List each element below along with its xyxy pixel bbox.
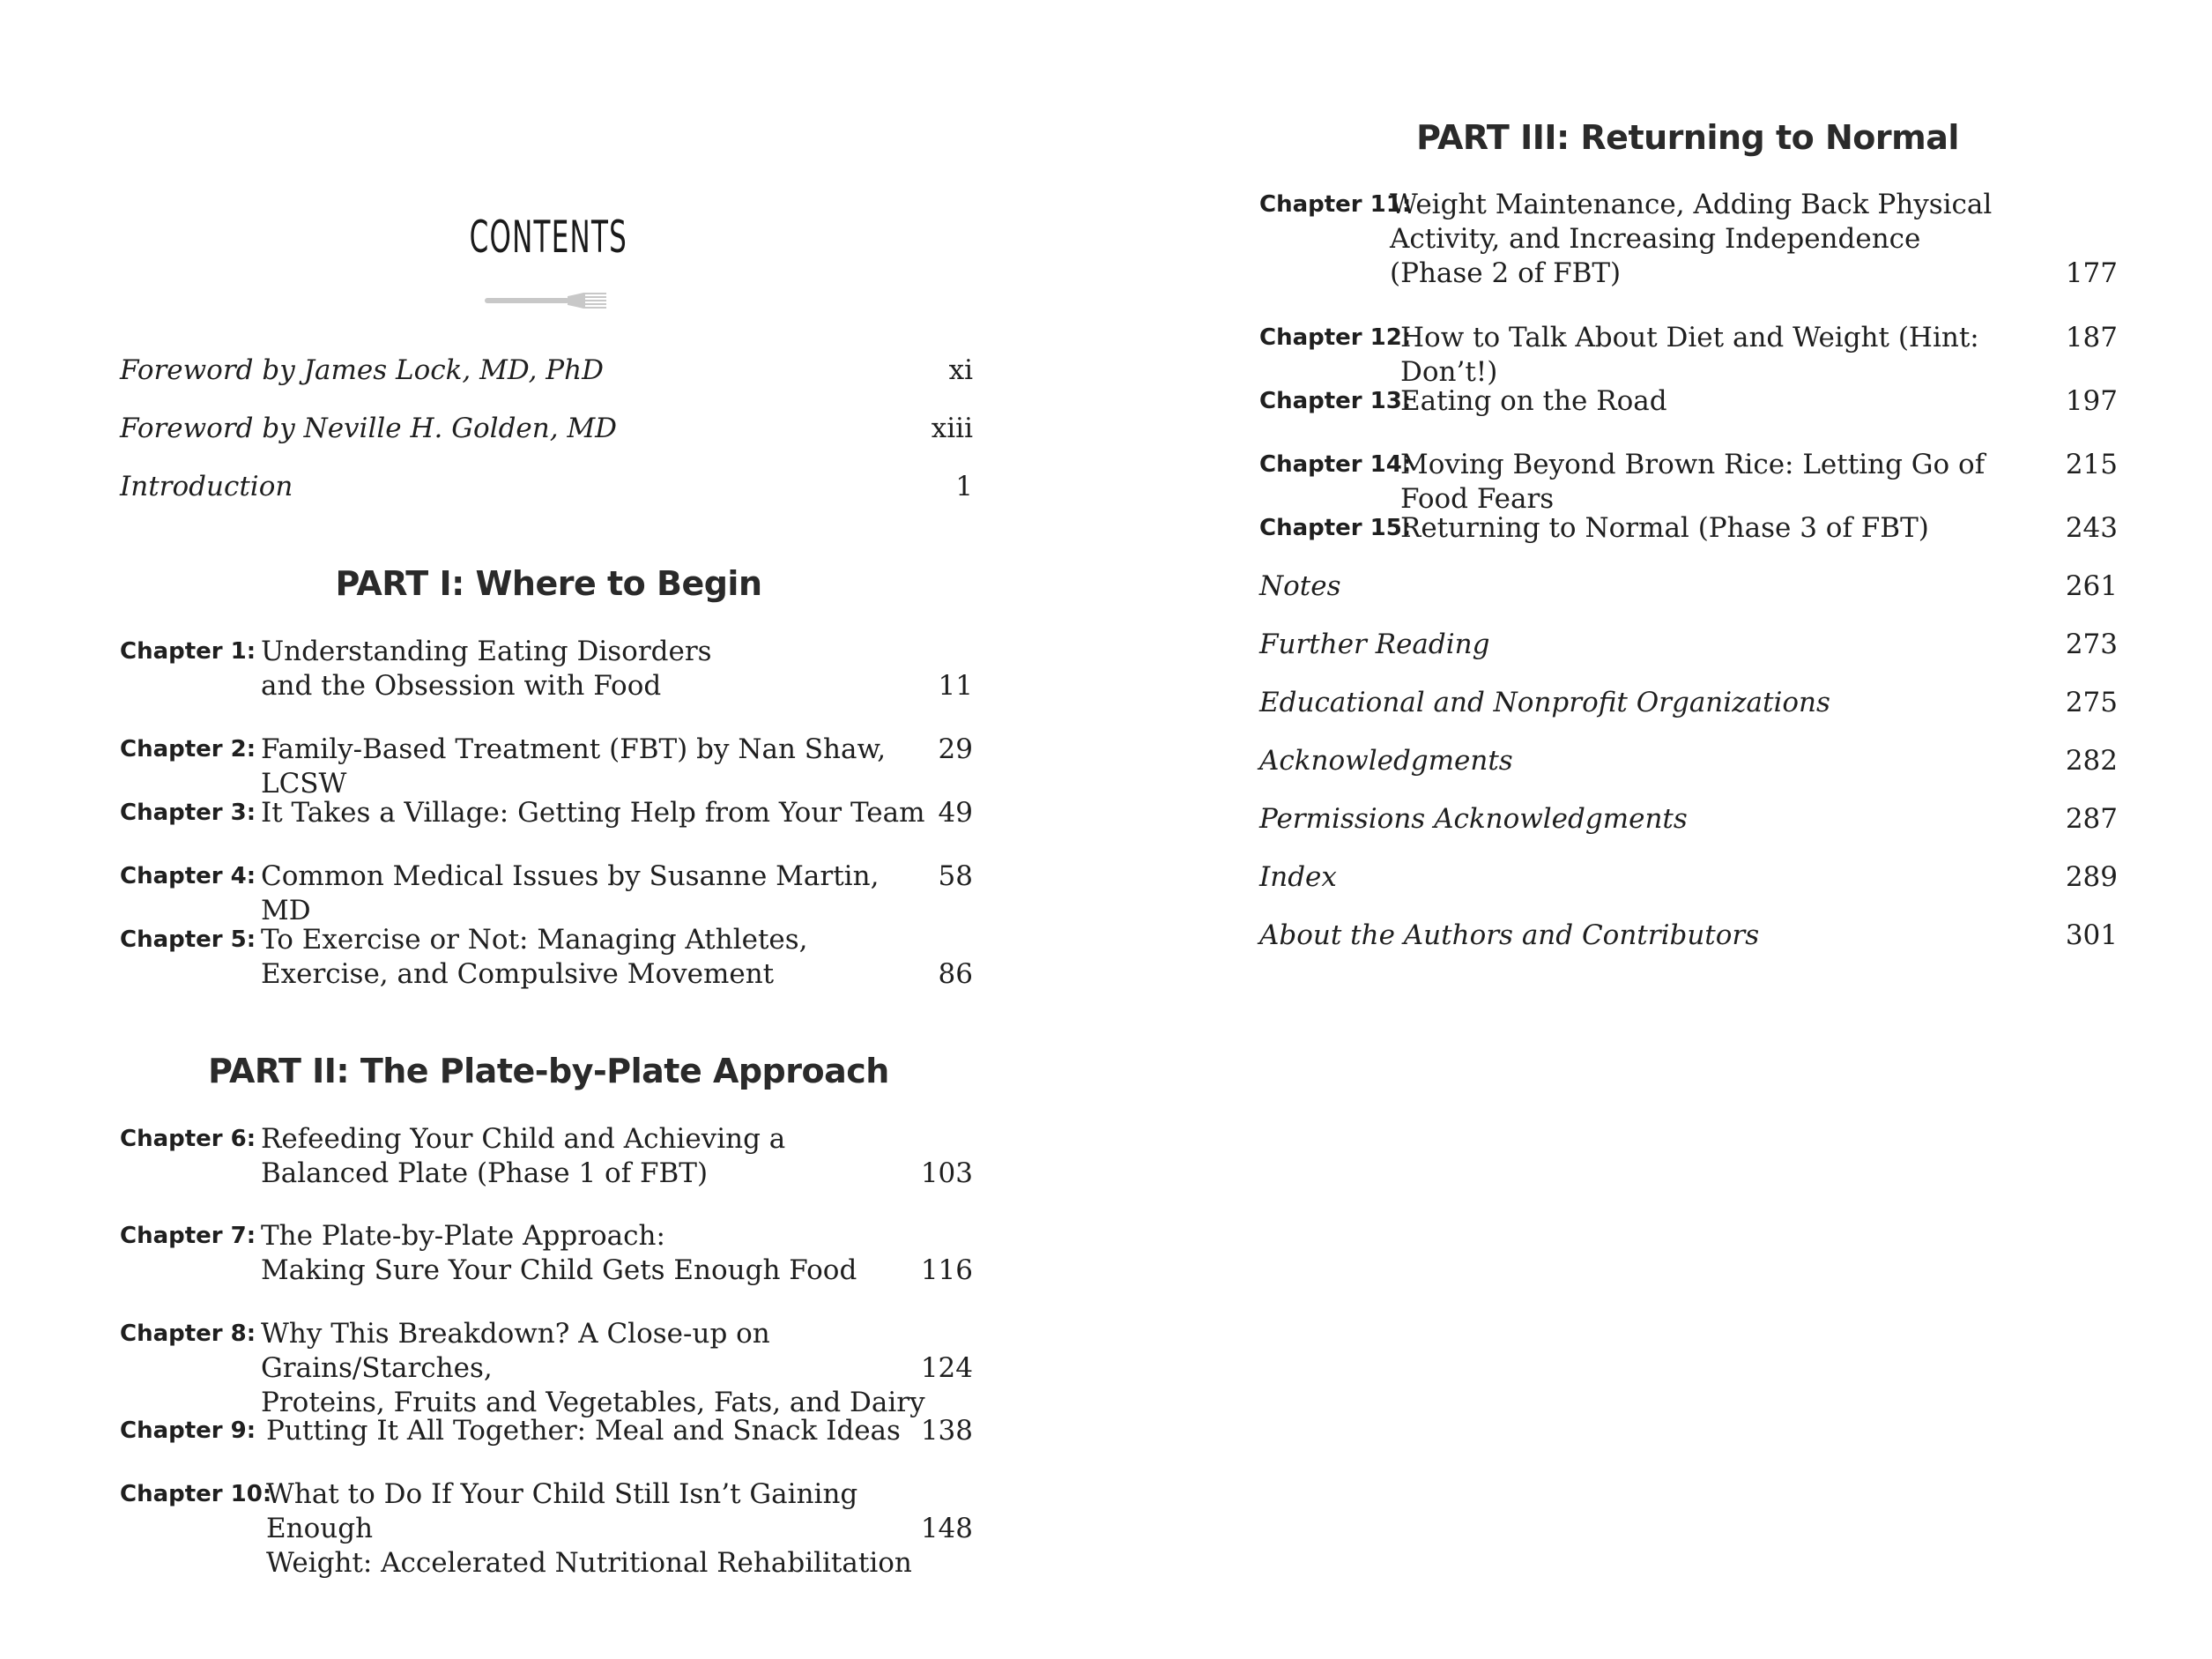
toc-entry-chapter-5[interactable]	[120, 923, 973, 992]
toc-entry-foreword-golden[interactable]	[120, 412, 973, 446]
toc-entry-chapter-14[interactable]	[1259, 448, 2118, 515]
chapter-label: Chapter 8:	[120, 1321, 256, 1347]
toc-page-number: 282	[2065, 745, 2118, 777]
toc-entry-text: Educational and Nonprofit Organizations	[1259, 687, 1830, 718]
chapter-title: How to Talk About Diet and Weight (Hint: Don’t!)	[1400, 322, 1979, 388]
toc-page-number: 275	[2065, 687, 2118, 718]
chapter-label: Chapter 2:	[120, 736, 256, 763]
toc-entry-permissions[interactable]	[1259, 802, 2118, 837]
chapter-title: It Takes a Village: Getting Help from Your Team	[261, 797, 925, 829]
toc-page-number: 289	[2065, 861, 2118, 893]
toc-page-number: xi	[948, 354, 973, 386]
chapter-title: Family-Based Treatment (FBT) by Nan Shaw, LCSW	[261, 733, 887, 800]
chapter-label: Chapter 14:	[1259, 451, 1412, 478]
toc-page-number: 187	[2065, 322, 2118, 353]
toc-page-number: 1	[955, 471, 973, 502]
toc-entry-about-authors[interactable]	[1259, 919, 2118, 953]
chapter-label: Chapter 12:	[1259, 324, 1412, 351]
chapter-title: Eating on the Road	[1400, 385, 1667, 417]
chapter-label: Chapter 13:	[1259, 388, 1412, 414]
toc-entry-chapter-11[interactable]	[1259, 188, 2118, 291]
toc-page-number: 243	[2065, 512, 2118, 544]
chapter-label: Chapter 11:	[1259, 191, 1412, 218]
chapter-label: Chapter 3:	[120, 800, 256, 826]
part-heading: PART I: Where to Begin	[335, 564, 762, 603]
toc-page-number: 215	[2065, 449, 2118, 480]
toc-page-number: 197	[2065, 385, 2118, 417]
chapter-title: Understanding Eating Disorders and the Obsession with Food	[261, 636, 712, 702]
toc-entry-further-reading[interactable]	[1259, 628, 2118, 662]
toc-entry-chapter-3[interactable]	[120, 796, 973, 830]
chapter-label: Chapter 15:	[1259, 515, 1412, 541]
toc-entry-chapter-9[interactable]	[120, 1414, 973, 1448]
chapter-title: Weight Maintenance, Adding Back Physical Activity, and Increasing Independence (Phase 2 of FBT)	[1390, 189, 1993, 289]
part-heading: PART III: Returning to Normal	[1416, 118, 1959, 157]
toc-page-number: 273	[2065, 629, 2118, 660]
toc-entry-text: Foreword by James Lock, MD, PhD	[120, 354, 604, 386]
toc-page-number: 116	[920, 1254, 973, 1286]
toc-entry-text: Foreword by Neville H. Golden, MD	[120, 413, 618, 444]
fork-icon	[485, 291, 608, 310]
toc-page-number: 148	[920, 1513, 973, 1544]
chapter-title: Common Medical Issues by Susanne Martin, MD	[261, 860, 880, 926]
chapter-title: Refeeding Your Child and Achieving a Balanced Plate (Phase 1 of FBT)	[261, 1123, 786, 1189]
chapter-label: Chapter 7:	[120, 1223, 256, 1249]
toc-page-number: 58	[938, 860, 973, 892]
toc-entry-chapter-2[interactable]	[120, 733, 973, 800]
chapter-label: Chapter 10:	[120, 1481, 272, 1507]
toc-entry-chapter-7[interactable]	[120, 1219, 973, 1288]
toc-page-number: 261	[2065, 570, 2118, 602]
toc-entry-notes[interactable]	[1259, 569, 2118, 604]
chapter-title: Why This Breakdown? A Close-up on Grains/Starches, Proteins, Fruits and Vegetables, Fats, and Dairy	[261, 1318, 925, 1418]
toc-page-number: 301	[2065, 919, 2118, 951]
chapter-label: Chapter 1:	[120, 638, 256, 665]
toc-entry-chapter-4[interactable]	[120, 859, 973, 926]
toc-page-number: 29	[938, 733, 973, 765]
toc-page-number: xiii	[931, 413, 973, 444]
contents-title: CONTENTS	[469, 212, 628, 263]
chapter-title: To Exercise or Not: Managing Athletes, Exercise, and Compulsive Movement	[261, 924, 808, 990]
toc-page-number: 138	[920, 1415, 973, 1447]
chapter-title: What to Do If Your Child Still Isn’t Gaining Enough Weight: Accelerated Nutritional Rehabilitation	[266, 1478, 912, 1579]
right-page	[1106, 0, 2212, 1659]
chapter-title: Putting It All Together: Meal and Snack Ideas	[266, 1415, 901, 1447]
part-heading: PART II: The Plate-by-Plate Approach	[208, 1052, 889, 1090]
toc-page-number: 49	[938, 797, 973, 829]
chapter-label: Chapter 4:	[120, 863, 256, 889]
toc-entry-chapter-1[interactable]	[120, 635, 973, 703]
toc-page-number: 124	[920, 1352, 973, 1384]
chapter-label: Chapter 6:	[120, 1126, 256, 1152]
toc-entry-introduction[interactable]	[120, 470, 973, 504]
toc-page-number: 287	[2065, 803, 2118, 835]
toc-entry-acknowledgments[interactable]	[1259, 744, 2118, 778]
chapter-label: Chapter 9:	[120, 1417, 256, 1444]
chapter-label: Chapter 5:	[120, 926, 256, 953]
toc-entry-text: Index	[1259, 861, 1337, 893]
toc-entry-text: Permissions Acknowledgments	[1259, 803, 1688, 835]
chapter-title: The Plate-by-Plate Approach: Making Sure Your Child Gets Enough Food	[261, 1220, 857, 1286]
toc-entry-text: Notes	[1259, 570, 1341, 602]
toc-entry-chapter-13[interactable]	[1259, 384, 2118, 419]
chapter-title: Moving Beyond Brown Rice: Letting Go of Food Fears	[1400, 449, 1986, 515]
toc-page-number: 177	[2065, 257, 2118, 289]
toc-entry-foreword-lock[interactable]	[120, 353, 973, 388]
toc-entry-chapter-6[interactable]	[120, 1122, 973, 1191]
toc-entry-chapter-8[interactable]	[120, 1317, 973, 1418]
toc-page-number: 103	[920, 1157, 973, 1189]
toc-entry-text: Introduction	[120, 471, 293, 502]
toc-page-number: 86	[938, 958, 973, 990]
toc-entry-chapter-10[interactable]	[120, 1477, 973, 1579]
toc-entry-text: Acknowledgments	[1259, 745, 1513, 777]
toc-page-number: 11	[938, 670, 973, 702]
toc-entry-organizations[interactable]	[1259, 686, 2118, 720]
toc-entry-chapter-12[interactable]	[1259, 321, 2118, 388]
toc-entry-text: Further Reading	[1259, 629, 1490, 660]
toc-entry-text: About the Authors and Contributors	[1259, 919, 1760, 951]
toc-entry-chapter-15[interactable]	[1259, 511, 2118, 546]
chapter-title: Returning to Normal (Phase 3 of FBT)	[1400, 512, 1929, 544]
toc-entry-index[interactable]	[1259, 860, 2118, 895]
